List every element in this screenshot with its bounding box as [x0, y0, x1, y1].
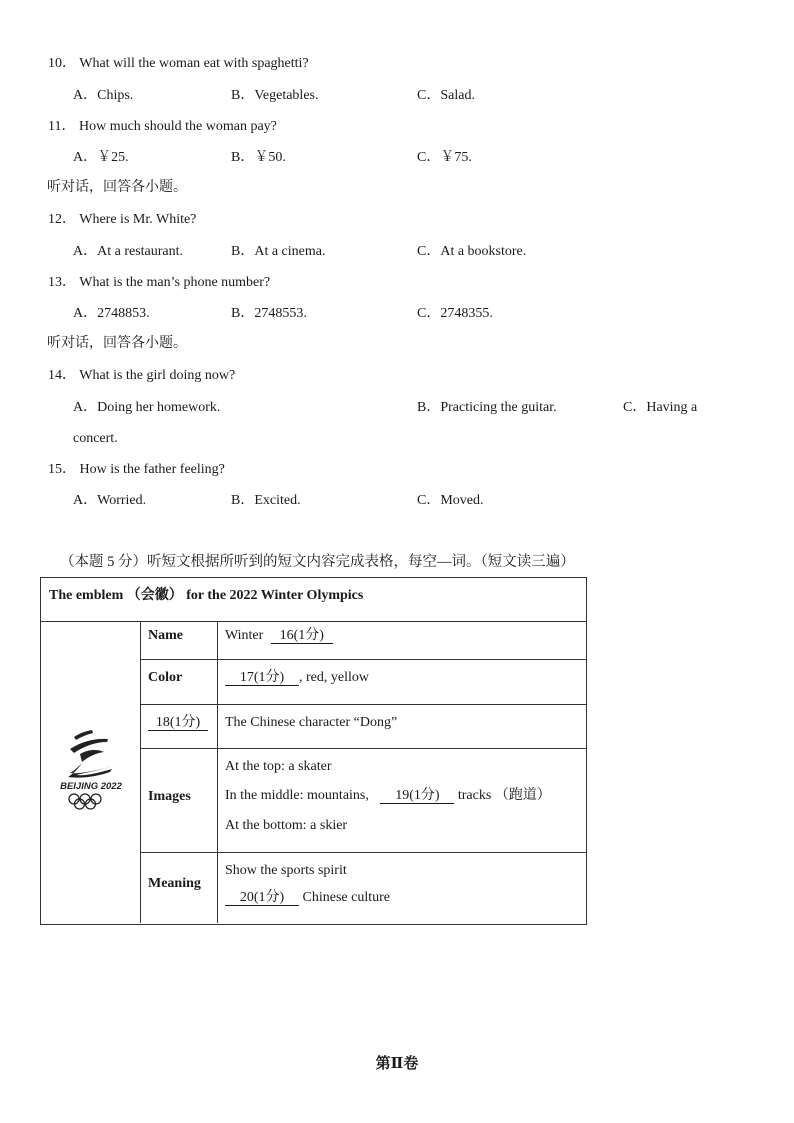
meaning-line-1: Show the sports spirit — [225, 863, 347, 878]
question-text: How is the father feeling? — [79, 462, 225, 477]
question-number: 13． — [48, 275, 76, 290]
table-rule — [140, 621, 141, 923]
beijing-2022-emblem — [52, 727, 130, 817]
option-c[interactable]: C．At a bookstore. — [417, 244, 527, 259]
question-15 — [48, 462, 225, 478]
table-rule — [140, 704, 586, 705]
label-meaning: Meaning — [148, 876, 201, 891]
table-header: The emblem （会徽） for the 2022 Winter Olympics — [49, 588, 364, 603]
blank-19[interactable]: 19(1分) — [380, 788, 454, 804]
question-13 — [48, 275, 270, 291]
option-c[interactable]: C．￥75. — [417, 150, 472, 165]
table-rule — [140, 748, 586, 749]
option-a[interactable]: A．￥25. — [73, 150, 129, 165]
character-value: The Chinese character “Dong” — [225, 715, 398, 730]
option-b[interactable]: B．2748553. — [231, 306, 307, 321]
images-top: At the top: a skater — [225, 759, 332, 774]
question-number: 10． — [48, 56, 76, 71]
option-a[interactable]: A．2748853. — [73, 306, 150, 321]
question-text: What is the girl doing now? — [79, 368, 236, 383]
question-text: What is the man’s phone number? — [79, 275, 271, 290]
question-12 — [48, 212, 196, 228]
blank-20[interactable]: 20(1分) — [225, 890, 299, 906]
instruction-listen: 听对话，回答各小题。 — [47, 180, 187, 195]
option-a[interactable]: A．Chips. — [73, 88, 134, 103]
option-c[interactable]: C．Having a — [623, 400, 698, 415]
question-number: 12． — [48, 212, 76, 227]
option-b[interactable]: B．Practicing the guitar. — [417, 400, 557, 415]
option-a[interactable]: A．At a restaurant. — [73, 244, 184, 259]
label-name: Name — [148, 628, 183, 643]
meaning-line-2: 20(1分) Chinese culture — [225, 890, 390, 906]
name-value: Winter 16(1分) — [225, 628, 333, 644]
question-number: 11． — [48, 119, 76, 134]
instruction-listen: 听对话，回答各小题。 — [47, 336, 187, 351]
part-two-heading: 第Ⅱ卷 — [375, 1056, 419, 1072]
emblem-icon — [52, 727, 130, 817]
option-c-wrap: concert. — [73, 431, 118, 446]
question-text: What will the woman eat with spaghetti? — [79, 56, 309, 71]
option-c[interactable]: C．Moved. — [417, 493, 484, 508]
question-14 — [48, 368, 235, 384]
option-b[interactable]: B．At a cinema. — [231, 244, 326, 259]
question-10 — [48, 56, 309, 72]
svg-text:BEIJING 2022: BEIJING 2022 — [60, 781, 122, 792]
option-a[interactable]: A．Worried. — [73, 493, 147, 508]
option-a[interactable]: A．Doing her homework. — [73, 400, 221, 415]
question-number: 14． — [48, 368, 76, 383]
table-rule — [217, 621, 218, 923]
blank-16[interactable]: 16(1分) — [271, 628, 333, 644]
option-c[interactable]: C．2748355. — [417, 306, 493, 321]
option-b[interactable]: B．Vegetables. — [231, 88, 319, 103]
color-value: 17(1分) , red, yellow — [225, 670, 369, 686]
option-b[interactable]: B．￥50. — [231, 150, 286, 165]
option-c[interactable]: C．Salad. — [417, 88, 475, 103]
question-text: Where is Mr. White? — [79, 212, 197, 227]
question-number: 15． — [48, 462, 76, 477]
blank-18[interactable]: 18(1分) — [148, 715, 208, 731]
table-rule — [140, 852, 586, 853]
question-11 — [48, 119, 277, 135]
images-bottom: At the bottom: a skier — [225, 818, 348, 833]
section-instruction: （本题 5 分）听短文根据所听到的短文内容完成表格，每空—词。（短文读三遍） — [60, 554, 575, 570]
label-blank-18 — [148, 715, 208, 731]
label-images: Images — [148, 789, 191, 804]
blank-17[interactable]: 17(1分) — [225, 670, 299, 686]
option-b[interactable]: B．Excited. — [231, 493, 301, 508]
question-text: How much should the woman pay? — [78, 119, 277, 134]
images-middle: In the middle: mountains, 19(1分) tracks （跑道） — [225, 788, 551, 803]
table-rule — [140, 659, 586, 660]
table-rule — [40, 621, 586, 622]
label-color: Color — [148, 670, 183, 685]
